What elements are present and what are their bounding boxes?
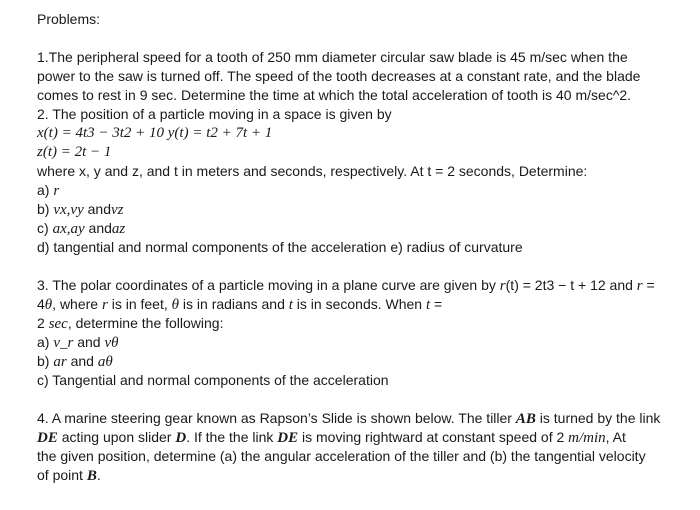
- problem-1-line-3: comes to rest in 9 sec. Determine the time at which the total acceleration of tooth is 40 m/sec^2.: [37, 87, 632, 103]
- problem-4-line-4: [37, 466, 677, 485]
- problem-3-line-2: [37, 295, 677, 314]
- math-ar: ar: [53, 354, 67, 370]
- text: . If the the link: [186, 429, 278, 445]
- math-AB: AB: [515, 411, 536, 427]
- text: .: [96, 467, 101, 483]
- math-r: r: [636, 278, 643, 294]
- math-unit: m/min: [568, 430, 606, 446]
- text: is turned by the link: [535, 410, 661, 426]
- text: is moving rightward at constant speed of 2: [298, 429, 569, 445]
- item-prefix: b): [37, 201, 54, 217]
- spacer: [37, 390, 677, 409]
- problem-3-line-3: [37, 314, 677, 333]
- item-prefix: b): [37, 353, 54, 369]
- text: 4: [37, 296, 45, 312]
- text: is in radians and: [179, 296, 289, 312]
- problem-4-line-2: [37, 428, 677, 447]
- velocity-xy: vx,vy: [53, 202, 84, 218]
- math-DE: DE: [37, 430, 58, 446]
- text: 4. A marine steering gear known as Rapson’s Slide is shown below. The tiller: [37, 410, 516, 426]
- text: of point: [37, 467, 87, 483]
- problem-2-item-c: [37, 219, 677, 238]
- math-theta: θ: [171, 297, 180, 313]
- text: , At: [605, 429, 626, 445]
- conjunction: and: [84, 220, 112, 236]
- problem-2-line-2: where x, y and z, and t in meters and seconds, respectively. At t = 2 seconds, Determine:: [37, 163, 588, 179]
- problem-2-item-d: d) tangential and normal components of the acceleration e) radius of curvature: [37, 239, 523, 255]
- math-D: D: [175, 430, 187, 446]
- math-sec: sec: [48, 316, 68, 332]
- math-DE: DE: [277, 430, 299, 446]
- problem-4-line-3: the given position, determine (a) the angular acceleration of the tiller and (b) the tangential velocity: [37, 448, 646, 464]
- problems-document: [37, 10, 677, 485]
- text: =: [642, 277, 655, 293]
- math-vtheta: vθ: [104, 335, 119, 351]
- math-t: t: [288, 297, 293, 313]
- math-theta: θ: [44, 297, 53, 313]
- page-title: Problems:: [37, 11, 101, 27]
- item-prefix: c): [37, 220, 53, 236]
- text: (t) = 2t3 − t + 12 and: [505, 277, 637, 293]
- problem-1-line-2: power to the saw is turned off. The speed of the tooth decreases at a constant rate, and the blade: [37, 68, 641, 84]
- problem-2-equation-xy: x(t) = 4t3 − 3t2 + 10 y(t) = t2 + 7t + 1: [37, 125, 273, 141]
- item-prefix: a): [37, 334, 54, 350]
- problem-2-item-b: [37, 200, 677, 219]
- acceleration-xy: ax,ay: [52, 221, 85, 237]
- position-vector: r⃗: [53, 183, 71, 199]
- velocity-z: vz: [110, 202, 124, 218]
- problem-3-line-1: [37, 276, 677, 295]
- problem-2-item-a: [37, 181, 677, 200]
- math-atheta: aθ: [97, 354, 113, 370]
- problem-3-item-b: [37, 352, 677, 371]
- problem-3-item-a: [37, 333, 677, 352]
- problem-4-line-1: [37, 409, 677, 428]
- text: acting upon slider: [57, 429, 176, 445]
- math-r: r: [499, 278, 506, 294]
- conjunction: and: [73, 334, 105, 350]
- text: is in feet,: [107, 296, 172, 312]
- problem-1-line-1: 1.The peripheral speed for a tooth of 250 mm diameter circular saw blade is 45 m/sec when the: [37, 49, 628, 65]
- math-t: t: [425, 297, 431, 313]
- item-prefix: a): [37, 182, 54, 198]
- problem-3-item-c: c) Tangential and normal components of the acceleration: [37, 372, 389, 388]
- problem-2-equation-z: z(t) = 2t − 1: [37, 144, 112, 160]
- text: , determine the following:: [67, 315, 224, 331]
- math-vr: v_r: [53, 335, 74, 351]
- text: , where: [52, 296, 102, 312]
- conjunction: and: [66, 353, 98, 369]
- text: is in seconds. When: [292, 296, 426, 312]
- math-B: B: [86, 468, 97, 484]
- text: 3. The polar coordinates of a particle moving in a plane curve are given by: [37, 277, 500, 293]
- problem-2-line-1: 2. The position of a particle moving in a space is given by: [37, 106, 392, 122]
- text: =: [430, 296, 443, 312]
- acceleration-z: az: [111, 221, 126, 237]
- spacer: [37, 29, 677, 48]
- math-r: r: [101, 297, 108, 313]
- conjunction: and: [83, 201, 111, 217]
- text: 2: [37, 315, 49, 331]
- spacer: [37, 257, 677, 276]
